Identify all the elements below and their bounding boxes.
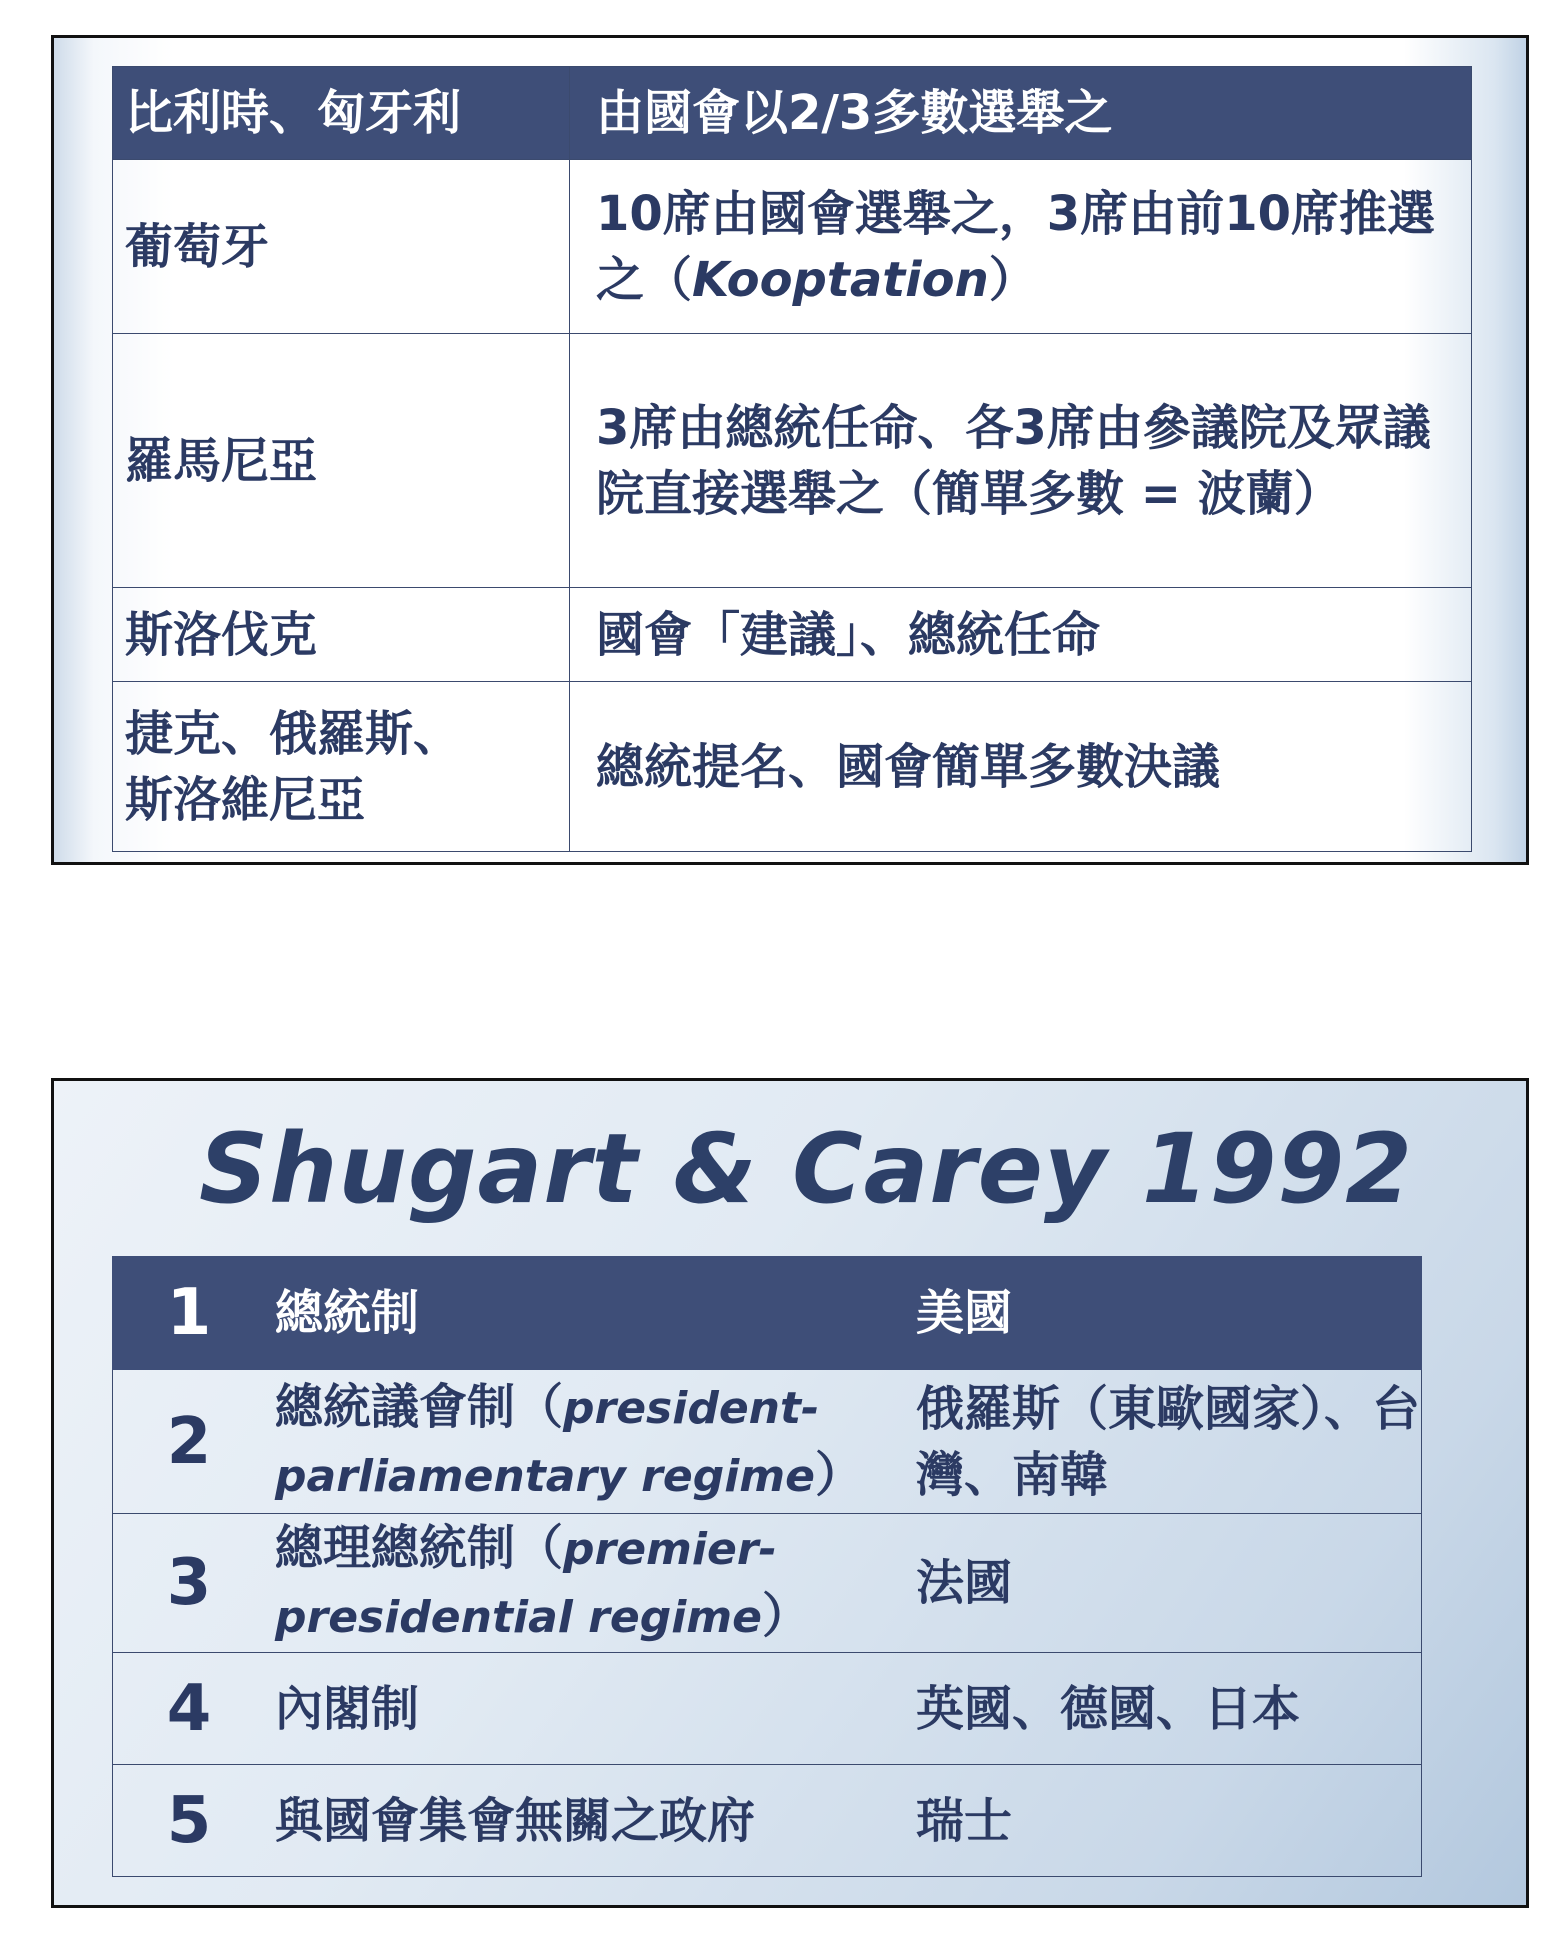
table-row <box>113 160 1472 334</box>
system-cell: 與國會集會無關之政府 <box>265 1765 906 1877</box>
method-text: 10席由國會選舉之，3席由前10席推選之（ <box>596 185 1435 308</box>
method-cell: 由國會以2/3多數選舉之 <box>570 67 1472 160</box>
system-en: president-parliamentary regime <box>275 1382 820 1502</box>
selection-method-table <box>112 66 1472 852</box>
system-en: premier-presidential regime <box>275 1524 777 1643</box>
table-row <box>113 67 1472 160</box>
system-close: ） <box>815 1446 864 1503</box>
row-number: 1 <box>113 1257 266 1370</box>
method-term: Kooptation <box>692 251 989 308</box>
method-cell: 國會「建議」、總統任命 <box>570 588 1472 682</box>
country-cell: 比利時、匈牙利 <box>113 67 570 160</box>
system-cell: 總統制 <box>265 1257 906 1370</box>
examples-cell: 英國、德國、日本 <box>906 1653 1422 1765</box>
system-cn: 總統議會制（ <box>275 1378 564 1435</box>
method-close: ） <box>988 251 1037 308</box>
system-cell <box>265 1514 906 1653</box>
regime-table <box>112 1256 1422 1877</box>
table-row <box>113 1765 1422 1877</box>
row-number: 4 <box>113 1653 266 1765</box>
system-close: ） <box>762 1588 811 1644</box>
country-cell <box>113 682 570 852</box>
method-cell: 3席由總統任命、各3席由參議院及眾議院直接選舉之（簡單多數 = 波蘭） <box>570 334 1472 588</box>
country-cell: 斯洛伐克 <box>113 588 570 682</box>
slide-regime-types <box>51 1078 1529 1908</box>
examples-cell: 法國 <box>906 1514 1422 1653</box>
system-cell: 內閣制 <box>265 1653 906 1765</box>
row-number: 3 <box>113 1514 266 1653</box>
row-number: 5 <box>113 1765 266 1877</box>
slide-title: Shugart & Carey 1992 <box>199 1113 1413 1225</box>
system-cn: 總理總統制（ <box>275 1520 564 1576</box>
system-cell <box>265 1370 906 1514</box>
table-row <box>113 1257 1422 1370</box>
examples-cell: 瑞士 <box>906 1765 1422 1877</box>
table-row <box>113 334 1472 588</box>
examples-cell: 美國 <box>906 1257 1422 1370</box>
examples-cell: 俄羅斯（東歐國家）、台灣、南韓 <box>906 1370 1422 1514</box>
country-cell: 葡萄牙 <box>113 160 570 334</box>
method-cell: 總統提名、國會簡單多數決議 <box>570 682 1472 852</box>
row-number: 2 <box>113 1370 266 1514</box>
country-cell: 羅馬尼亞 <box>113 334 570 588</box>
slide-court-selection <box>51 35 1529 865</box>
country-line: 捷克、俄羅斯、 <box>125 705 462 762</box>
table-row <box>113 588 1472 682</box>
method-cell <box>570 160 1472 334</box>
table-row <box>113 1370 1422 1514</box>
table-row <box>113 1653 1422 1765</box>
country-line: 斯洛維尼亞 <box>125 771 366 828</box>
table-row <box>113 1514 1422 1653</box>
table-row <box>113 682 1472 852</box>
